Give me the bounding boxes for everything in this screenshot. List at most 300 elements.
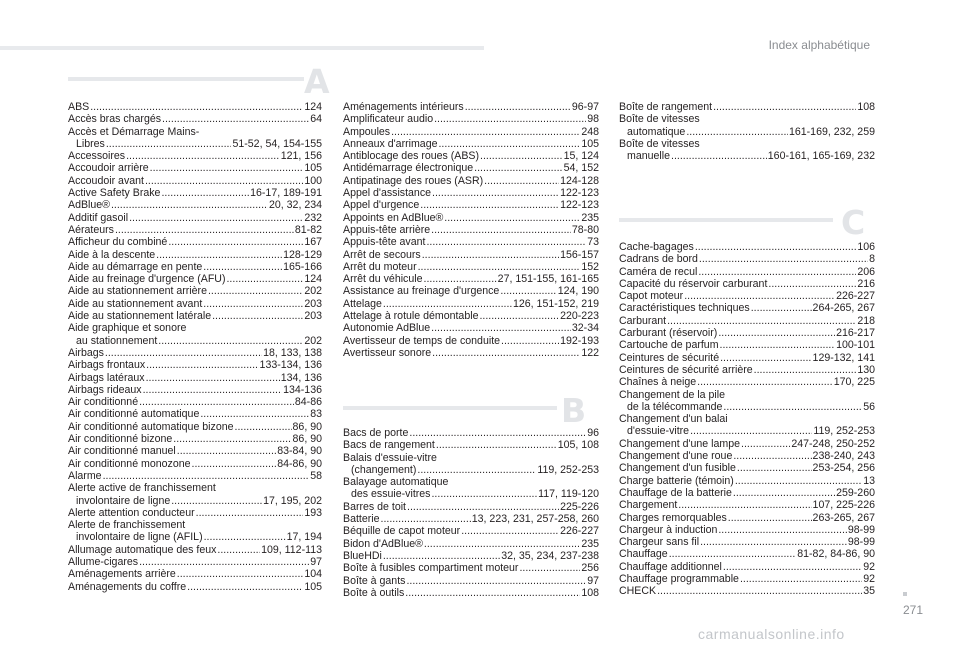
index-entry-heading: Alerte active de franchissement	[68, 482, 216, 495]
index-entry	[68, 458, 322, 470]
watermark: carmanualsonline.info	[698, 626, 845, 642]
entry-pages: 253-254, 256	[812, 462, 875, 475]
entry-pages: 122-123	[560, 187, 599, 200]
entry-pages: 216	[857, 277, 875, 290]
entry-term: Attelage à rotule démontable	[343, 310, 479, 323]
entry-term: Chargeur à induction	[619, 523, 718, 536]
entry-pages: 73	[587, 236, 599, 249]
dot-leader	[671, 150, 767, 162]
entry-pages: 134-136	[283, 383, 322, 396]
entry-term: Aérateurs	[68, 223, 114, 236]
index-entry	[343, 501, 599, 513]
entry-term: Avertisseur de temps de conduite	[343, 334, 501, 347]
entry-pages: 13	[863, 474, 875, 487]
index-entry	[343, 224, 599, 236]
entry-pages: 216-217	[836, 327, 875, 340]
index-entry-heading: Changement d'un balai	[619, 413, 728, 426]
index-entry	[68, 273, 322, 285]
entry-term: Accoudoir avant	[68, 174, 144, 187]
entry-pages: 109, 112-113	[261, 543, 322, 556]
entry-term: CHECK	[619, 585, 657, 598]
entry-term: manuelle	[627, 150, 670, 163]
dot-leader	[139, 556, 309, 568]
section-a-header	[68, 62, 330, 102]
dot-leader	[431, 224, 571, 236]
entry-term: Charges remorquables	[619, 511, 727, 524]
index-entry	[343, 273, 599, 285]
dot-leader	[129, 212, 303, 224]
index-entry	[619, 376, 875, 388]
dot-leader	[418, 261, 581, 273]
index-entry	[343, 322, 599, 334]
entry-pages: 54, 152	[563, 162, 599, 175]
index-entry	[619, 401, 875, 413]
entry-term: Arrêt de secours	[343, 248, 421, 261]
dot-leader	[177, 568, 304, 580]
index-entry	[343, 488, 599, 500]
entry-pages: 117, 119-120	[538, 488, 599, 501]
entry-pages: 108	[581, 586, 599, 599]
entry-pages: 203	[304, 297, 322, 310]
dot-leader	[417, 464, 536, 476]
dot-leader	[405, 587, 580, 599]
entry-term: Aménagements intérieurs	[343, 101, 464, 113]
index-entry	[343, 150, 599, 162]
dot-leader	[700, 536, 847, 548]
index-entry	[68, 261, 322, 273]
index-entry	[343, 126, 599, 138]
dot-leader	[431, 322, 571, 334]
index-column-c	[619, 241, 875, 598]
dot-leader	[115, 224, 294, 236]
entry-term: Changement d'une roue	[619, 450, 733, 463]
index-entry	[619, 462, 875, 474]
entry-pages: 122-123	[560, 199, 599, 212]
index-entry	[68, 285, 322, 297]
index-entry-heading: Balayage automatique	[343, 476, 449, 489]
index-entry	[343, 562, 599, 574]
entry-pages: 263-265, 267	[812, 511, 875, 524]
entry-pages: 106	[857, 241, 875, 253]
entry-term: Charge batterie (témoin)	[619, 474, 734, 487]
entry-pages: 17, 195, 202	[263, 494, 322, 507]
dot-leader	[150, 162, 304, 174]
entry-pages: 51-52, 54, 154-155	[232, 137, 322, 150]
index-entry	[68, 347, 322, 359]
entry-term: Airbags rideaux	[68, 383, 142, 396]
index-entry	[619, 266, 875, 278]
entry-term: Chauffage	[619, 548, 668, 561]
dot-leader	[461, 525, 559, 537]
index-entry	[619, 150, 875, 162]
dot-leader	[438, 138, 580, 150]
index-entry-heading: Aide graphique et sonore	[68, 322, 187, 335]
entry-pages: 129-132, 141	[812, 351, 875, 364]
entry-term: Caractéristiques techniques	[619, 302, 750, 315]
entry-pages: 256	[581, 562, 599, 575]
entry-term: involontaire de ligne	[76, 494, 171, 507]
entry-pages: 232	[304, 211, 322, 224]
index-entry	[68, 138, 322, 150]
index-entry	[619, 573, 875, 585]
entry-pages: 16-17, 189-191	[250, 187, 322, 200]
entry-pages: 32-34	[571, 322, 599, 335]
entry-pages: 84-86	[294, 396, 322, 409]
index-entry	[343, 550, 599, 562]
index-entry	[68, 175, 322, 187]
dot-leader	[187, 581, 303, 593]
dot-leader	[208, 285, 303, 297]
section-divider	[68, 77, 304, 81]
entry-term: Air conditionné	[68, 396, 139, 409]
dot-leader	[465, 101, 571, 113]
entry-pages: 13, 223, 231, 257-258, 260	[471, 513, 599, 526]
dot-leader	[111, 199, 268, 211]
index-entry	[619, 339, 875, 351]
index-entry	[619, 487, 875, 499]
index-entry-heading: Alerte de franchissement	[68, 519, 186, 532]
dot-leader	[171, 495, 262, 507]
entry-pages: 220-223	[560, 310, 599, 323]
index-entry	[619, 302, 875, 314]
entry-pages: 122	[581, 346, 599, 359]
dot-leader	[424, 273, 497, 285]
dot-leader	[432, 347, 580, 359]
entry-pages: 15, 124	[563, 150, 599, 163]
entry-pages: 20, 32, 234	[268, 199, 322, 212]
dot-leader	[432, 187, 559, 199]
section-divider	[619, 218, 833, 222]
entry-pages: 218	[857, 314, 875, 327]
dot-leader	[146, 359, 258, 371]
entry-term: Ampoules	[343, 125, 391, 138]
entry-term: Cartouche de parfum	[619, 339, 719, 352]
entry-term: Air conditionné monozone	[68, 457, 191, 470]
index-entry	[68, 581, 322, 593]
index-entry	[619, 253, 875, 265]
entry-term: Aide au stationnement avant	[68, 297, 203, 310]
entry-pages: 105	[304, 580, 322, 593]
entry-term: Aide à la descente	[68, 248, 156, 261]
entry-term: Chauffage programmable	[619, 573, 739, 586]
index-entry-heading: Accès et Démarrage Mains-	[68, 125, 200, 138]
dot-leader	[479, 310, 559, 322]
entry-term: Accessoires	[68, 150, 126, 163]
entry-term: Antidémarrage électronique	[343, 162, 474, 175]
entry-term: de la télécommande	[627, 400, 723, 413]
dot-leader	[480, 150, 563, 162]
entry-term: Anneaux d'arrimage	[343, 137, 438, 150]
dot-leader	[406, 575, 586, 587]
index-entry-heading: Boîte de vitesses	[619, 137, 700, 150]
dot-leader	[723, 561, 862, 573]
entry-term: Accès bras chargés	[68, 113, 162, 126]
entry-term: Airbags	[68, 346, 104, 359]
entry-pages: 97	[310, 555, 322, 568]
entry-pages: 108	[857, 101, 875, 113]
index-entry	[343, 525, 599, 537]
index-entry	[343, 335, 599, 347]
entry-term: Batterie	[343, 513, 380, 526]
index-entry	[343, 175, 599, 187]
entry-term: Air conditionné bizone	[68, 433, 173, 446]
entry-pages: 83-84, 90	[277, 445, 322, 458]
entry-term: Caméra de recul	[619, 265, 698, 278]
index-entry	[619, 512, 875, 524]
entry-term: ABS	[68, 101, 90, 113]
entry-term: Boîte à outils	[343, 586, 405, 599]
index-entry	[343, 236, 599, 248]
entry-term: Aménagements arrière	[68, 568, 176, 581]
entry-pages: 126, 151-152, 219	[512, 297, 599, 310]
entry-pages: 130	[857, 363, 875, 376]
index-entry	[619, 126, 875, 138]
entry-pages: 100-101	[836, 339, 875, 352]
entry-term: Capot moteur	[619, 290, 684, 303]
index-entry	[619, 585, 875, 597]
entry-pages: 235	[581, 537, 599, 550]
index-entry-heading: Boîte de vitesses	[619, 113, 700, 126]
index-entry	[68, 445, 322, 457]
dot-leader	[735, 475, 862, 487]
index-column-a	[68, 101, 322, 593]
dot-leader	[235, 421, 292, 433]
index-entry	[343, 575, 599, 587]
entry-pages: 134, 136	[280, 371, 322, 384]
entry-term: Appel d'urgence	[343, 199, 420, 212]
entry-term: Air conditionné automatique bizone	[68, 420, 234, 433]
index-entry	[343, 538, 599, 550]
entry-pages: 124, 190	[557, 285, 599, 298]
entry-pages: 119, 252-253	[813, 425, 875, 438]
index-column-a-cont	[343, 101, 599, 359]
dot-leader	[768, 278, 856, 290]
entry-term: au stationnement	[76, 334, 158, 347]
entry-pages: 226-227	[560, 525, 599, 538]
index-entry	[68, 544, 322, 556]
index-entry	[619, 450, 875, 462]
entry-term: Libres	[76, 137, 105, 150]
entry-term: Chargement	[619, 499, 678, 512]
index-entry	[343, 162, 599, 174]
dot-leader	[145, 175, 303, 187]
dot-leader	[699, 253, 868, 265]
index-entry	[619, 524, 875, 536]
entry-pages: 206	[857, 265, 875, 278]
index-entry	[68, 396, 322, 408]
dot-leader	[728, 512, 812, 524]
dot-leader	[695, 241, 857, 253]
dot-leader	[686, 126, 788, 138]
dot-leader	[90, 101, 303, 113]
index-entry	[343, 513, 599, 525]
index-entry	[68, 224, 322, 236]
index-entry	[343, 138, 599, 150]
entry-pages: 96	[587, 427, 599, 439]
dot-leader	[723, 401, 862, 413]
dot-leader	[391, 126, 580, 138]
index-entry	[619, 352, 875, 364]
section-letter: B	[561, 391, 587, 430]
entry-term: Accoudoir arrière	[68, 162, 149, 175]
index-entry	[68, 556, 322, 568]
index-entry	[619, 475, 875, 487]
section-c-header	[619, 203, 879, 243]
entry-pages: 192-193	[560, 334, 599, 347]
entry-pages: 167	[304, 236, 322, 249]
entry-pages: 98	[587, 113, 599, 126]
index-entry	[343, 199, 599, 211]
index-entry	[343, 187, 599, 199]
index-entry	[343, 212, 599, 224]
entry-pages: 105	[304, 162, 322, 175]
entry-pages: 35	[863, 585, 875, 598]
dot-leader	[424, 538, 580, 550]
dot-leader	[720, 352, 811, 364]
index-column-b	[343, 427, 599, 599]
index-entry	[343, 249, 599, 261]
dot-leader	[697, 376, 833, 388]
entry-term: Changement d'une lampe	[619, 437, 740, 450]
entry-term: Arrêt du moteur	[343, 260, 417, 273]
entry-pages: 259-260	[836, 486, 875, 499]
index-entry	[343, 101, 599, 113]
index-entry	[343, 439, 599, 451]
index-entry	[68, 433, 322, 445]
section-letter: C	[841, 203, 866, 242]
dot-leader	[168, 236, 303, 248]
dot-leader	[161, 187, 249, 199]
dot-leader	[158, 335, 303, 347]
entry-term: BlueHDi	[343, 549, 382, 562]
entry-term: Ceintures de sécurité	[619, 351, 720, 364]
dot-leader	[690, 425, 812, 437]
dot-leader	[484, 175, 559, 187]
index-entry	[619, 548, 875, 560]
dot-leader	[173, 433, 291, 445]
dot-leader	[146, 372, 280, 384]
entry-pages: 32, 35, 234, 237-238	[501, 549, 599, 562]
index-entry	[343, 587, 599, 599]
page-marker	[903, 592, 907, 596]
entry-pages: 248	[581, 125, 599, 138]
entry-term: Béquille de capot moteur	[343, 525, 461, 538]
entry-term: Chaînes à neige	[619, 376, 697, 389]
entry-pages: 86, 90	[292, 420, 322, 433]
index-entry-heading: Changement de la pile	[619, 388, 726, 401]
index-entry	[68, 187, 322, 199]
index-entry	[619, 290, 875, 302]
section-letter: A	[304, 62, 330, 101]
entry-pages: 64	[310, 113, 322, 126]
dot-leader	[162, 113, 309, 125]
index-entry	[68, 249, 322, 261]
dot-leader	[103, 470, 310, 482]
dot-leader	[217, 544, 260, 556]
entry-pages: 160-161, 165-169, 232	[767, 150, 875, 163]
entry-pages: 128-129	[283, 248, 322, 261]
entry-term: Amplificateur audio	[343, 113, 434, 126]
dot-leader	[434, 113, 586, 125]
index-entry	[343, 285, 599, 297]
index-entry	[68, 372, 322, 384]
entry-term: Air conditionné automatique	[68, 408, 200, 421]
dot-leader	[698, 266, 856, 278]
entry-pages: 121, 156	[280, 150, 322, 163]
index-entry	[68, 421, 322, 433]
dot-leader	[519, 562, 580, 574]
dot-leader	[143, 384, 283, 396]
entry-term: Boîte de rangement	[619, 101, 713, 113]
index-entry	[68, 199, 322, 211]
entry-pages: 107, 225-226	[812, 499, 875, 512]
index-entry	[619, 278, 875, 290]
dot-leader	[381, 513, 471, 525]
index-entry	[619, 425, 875, 437]
entry-term: des essuie-vitres	[351, 488, 431, 501]
entry-term: Boîte à gants	[343, 574, 406, 587]
entry-term: Boîte à fusibles compartiment moteur	[343, 562, 519, 575]
entry-pages: 100	[304, 174, 322, 187]
index-entry-heading: Balais d'essuie-vitre	[343, 451, 437, 464]
dot-leader	[733, 487, 835, 499]
index-entry	[68, 408, 322, 420]
entry-term: Barres de toit	[343, 500, 407, 513]
entry-pages: 92	[863, 560, 875, 573]
dot-leader	[204, 531, 286, 543]
entry-pages: 97	[587, 574, 599, 587]
entry-term: Bidon d'AdBlue®	[343, 537, 423, 550]
index-entry	[343, 347, 599, 359]
entry-pages: 86, 90	[292, 433, 322, 446]
index-entry	[619, 536, 875, 548]
entry-pages: 98-99	[847, 536, 875, 549]
dot-leader	[105, 347, 262, 359]
dot-leader	[203, 261, 282, 273]
dot-leader	[669, 548, 797, 560]
entry-pages: 133-134, 136	[259, 359, 322, 372]
entry-term: Chauffage additionnel	[619, 560, 722, 573]
dot-leader	[196, 507, 304, 519]
index-entry	[343, 427, 599, 439]
entry-pages: 235	[581, 211, 599, 224]
entry-term: Assistance au freinage d'urgence	[343, 285, 500, 298]
entry-pages: 165-166	[283, 260, 322, 273]
entry-term: Alarme	[68, 469, 102, 482]
entry-pages: 124-128	[560, 174, 599, 187]
index-entry	[619, 499, 875, 511]
dot-leader	[667, 315, 856, 327]
entry-term: Ceintures de sécurité arrière	[619, 363, 753, 376]
index-entry	[619, 561, 875, 573]
entry-term: d'essuie-vitre	[627, 425, 690, 438]
dot-leader	[407, 501, 559, 513]
entry-term: Aménagements du coffre	[68, 580, 187, 593]
entry-pages: 170, 225	[833, 376, 875, 389]
dot-leader	[737, 462, 812, 474]
entry-pages: 92	[863, 573, 875, 586]
entry-pages: 84-86, 90	[277, 457, 322, 470]
entry-pages: 18, 133, 138	[263, 346, 322, 359]
dot-leader	[684, 290, 835, 302]
dot-leader	[751, 302, 812, 314]
index-entry	[619, 438, 875, 450]
dot-leader	[420, 199, 559, 211]
dot-leader	[713, 101, 856, 113]
entry-term: Autonomie AdBlue	[343, 322, 431, 335]
dot-leader	[156, 249, 282, 261]
dot-leader	[501, 335, 559, 347]
